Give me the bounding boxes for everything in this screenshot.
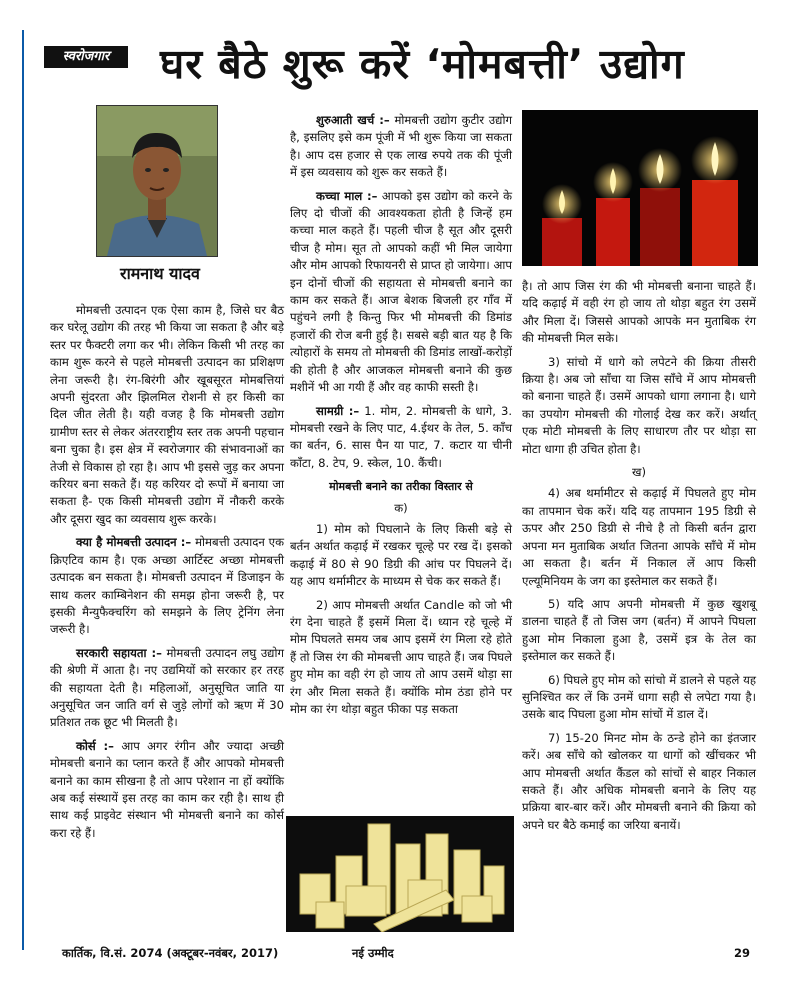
keyword-materials: सामग्री :– xyxy=(316,403,360,418)
step-6-paragraph: 6) पिघले हुए मोम को सांचो में डालने से पहले यह सुनिश्चित कर लें कि उनमें धागा सही से लपेटा गया है। उसके बाद पिघला हुआ मोम सांचों में डाल दें। xyxy=(522,672,756,722)
step-group-marker-b: ख) xyxy=(631,465,646,480)
text-govt-help: मोमबत्ती उत्पादन लघु उद्योग की श्रेणी में आता है। नए उद्यमियों को सरकार हर तरह की सहायता देती है। महिलाओं, अनुसूचित जाति या अनुसूचित जन जाति वर्ग से जुड़े लोगों को ऋण में 30 प्रतिशत तक छूट भी मिलती है। xyxy=(50,645,285,730)
method-subheading: मोमबत्ती बनाने का तरीका विस्तार से xyxy=(329,480,473,494)
paragraph-raw-material xyxy=(290,188,512,397)
text-materials: 1. मोम, 2. मोमबत्ती के धागे, 3. मोमबत्ती रखने के लिए पाट, 4.ईथर के तेल, 5. काँच का बर्तन, 6. सास पैन या पाट, 7. कटार या चीनी काँटा, 8. टेप, 9. स्केल, 10. कैंची। xyxy=(290,403,513,470)
paragraph-govt-help xyxy=(50,645,284,732)
paragraph-materials xyxy=(290,403,512,473)
wax-candles-illustration xyxy=(286,816,514,932)
step-4-paragraph: 4) अब थर्मामीटर से कढ़ाई में पिघलते हुए मोम का तापमान चेक करें। यदि यह तापमान 195 डिग्री से ऊपर और 250 डिग्री से नीचे है तो किसी बर्तन द्वारा अपना मन मुताबिक अर्थात जितना आपके साँचे में मोम आ सकता है। बर्तन में निकाल लें आप किसी एल्यूमिनियम के जग का इस्तेमाल कर सकते हैं। xyxy=(522,486,756,588)
wax-candles-photo xyxy=(286,816,514,932)
page-number: 29 xyxy=(734,946,751,960)
step-1-paragraph: 1) मोम को पिघलाने के लिए किसी बड़े से बर्तन अर्थात कढ़ाई में रखकर चूल्हे पर रख दें। इसको कढ़ाई में 80 से 90 डिग्री की आंच पर पिघलने दें। यह आप थर्मामीटर के माध्यम से चेक कर सकते हैं। xyxy=(290,521,512,589)
text-initial-cost: मोमबत्ती उद्योग कुटीर उद्योग है, इसलिए इसे कम पूंजी में भी शुरू किया जा सकता है। आप दस हजार से एक लाख रुपये तक की पूंजी में इस व्यवसाय को शुरू कर सकते हैं। xyxy=(290,113,512,180)
column-1 xyxy=(50,302,284,848)
step-7-paragraph: 7) 15-20 मिनट मोम के ठन्डे होने का इंतजार करें। अब साँचे को खोलकर या धागों को खींचकर भी आप मोमबत्ती अर्थात कैंडल को सांचों से बाहर निकाल सकते हैं। और अधिक मोमबत्ती बनाने के लिए यह प्रक्रिया बार-बार करें। और मोमबत्ती बनाने की क्रिया को अपने घर बैठे कमाई का जरिया बनायें। xyxy=(522,730,756,832)
page-edge-line xyxy=(22,30,24,950)
text-raw-material: आपको इस उद्योग को करने के लिए दो चीजों की आवश्यकता होती है जिन्हें हम कच्चा माल कहते हैं। पहली चीज है सूत और दूसरी चीज है मोम। सूत तो आपको कहीं भी मिल जायेगा और मोम आपको रिफायनरी से प्राप्त हो जायेगा। आप इन दोनों चीजों की सहायता से मोमबत्ती बनाने का काम कर सकते हैं। आज बेशक बिजली हर गाँव में पहुंचने लगी है किन्तु फिर भी मोमबत्ती की डिमांड हजारों की रोज बनी हुई है। सबसे बड़ी बात यह है कि त्योहारों के समय तो मोमबत्ती की डिमांड लाखों-करोड़ों की होती है और आजकल मोमबत्ती बनाने की कुछ मशीनें भी आ गयी हैं और वह काफी सस्ती है। xyxy=(290,188,512,395)
text-course: आप अगर रंगीन और ज्यादा अच्छी मोमबत्ती बनाने का प्लान करते हैं और आपको मोमबत्ती बनाने का काम सीखना है तो आप परेशान ना हों क्योंकि अब कई संस्थायें इस तरह का काम कर रही है। साथ ही साथ कई प्राइवेट संस्थान भी मोमबत्ती बनाने का कोर्स करा रहे हैं। xyxy=(50,738,284,840)
step-2-paragraph: 2) आप मोमबत्ती अर्थात Candle को जो भी रंग देना चाहते हैं इसमें मिला दें। ध्यान रहे चूल्हे में मोम पिघलते समय जब आप इसमें रंग मिला रहे होते हैं तो जिस रंग की मोमबत्ती आप चाहते हैं। जब पिघले हुए मोम का वही रंग हो जाय तो आप उसमें थोड़ा सा रंग और मिला सकते हैं। क्योंकि मोम ठंडा होने पर मोम का रंग थोड़ा बहुत फीका पड़ सकता xyxy=(290,597,512,716)
intro-paragraph: मोमबत्ती उत्पादन एक ऐसा काम है, जिसे घर बैठ कर घरेलू उद्योग की तरह भी किया जा सकता है और बड़े स्तर पर फैक्टरी लगा कर भी। लेकिन किसी भी तरह का काम शुरू करने से पहले मोमबत्ती उत्पादन का प्रशिक्षण लेना जरूरी है। रंग-बिरंगी और खूबसूरत मोमबत्तियां अपनी सुंदरता और झिलमिल रोशनी से हर किसी का दिल जीत लेती है। यही वजह है कि मोमबत्ती उद्योग ग्रामीण स्तर से लेकर अंतरराष्ट्रीय स्तर तक अपनी पहचान बना चुका है। इस क्षेत्र में स्वरोजगार की संभावनाओं का तेजी से विकास हो रहा है। आप भी इससे जुड़ कर अपना करियर बना सकते हैं। यह करियर दो रूपों में बनाया जा सकता है- एक किसी मोमबत्ती उद्योग में नौकरी करके और दूसरा खुद का व्यवसाय शुरू करके। xyxy=(50,303,284,526)
author-portrait xyxy=(96,105,218,257)
keyword-course: कोर्स :– xyxy=(76,738,114,753)
step-5-paragraph: 5) यदि आप अपनी मोमबत्ती में कुछ खुशबू डालना चाहते हैं तो जिस जग (बर्तन) में आपने पिघला हुआ मोम निकाला हुआ है, उसमें इत्र के तेल का इस्तेमाल कर सकते हैं। xyxy=(522,596,756,664)
keyword-initial-cost: शुरुआती खर्च :– xyxy=(316,113,390,127)
keyword-govt-help: सरकारी सहायता :– xyxy=(76,645,162,660)
paragraph-initial-cost xyxy=(290,112,512,182)
page-footer xyxy=(62,946,762,964)
lit-candles-photo xyxy=(522,110,758,266)
portrait-caption: रामनाथ यादव xyxy=(120,264,200,283)
footer-magazine-name: नई उम्मीद xyxy=(352,946,394,960)
column-3 xyxy=(522,278,756,840)
footer-issue-date: कार्तिक, वि.सं. 2074 (अक्टूबर-नवंबर, 2017) xyxy=(62,946,279,960)
step-group-marker-a: क) xyxy=(394,500,408,515)
section-tag: स्वरोजगार xyxy=(44,46,128,68)
keyword-raw-material: कच्चा माल :– xyxy=(316,188,378,203)
step-3-paragraph: 3) सांचो में धागे को लपेटने की क्रिया तीसरी क्रिया है। अब जो साँचा या जिस साँचे में आप मोमबत्ती को बनाना चाहते हैं। उसमें आपको धागा लगाना है। धागे का उपयोग मोमबत्ती की गोलाई देख कर करें। अर्थात् एक मोटी मोमबत्ती के लिए साधारण तौर पर थोड़ा सा मोटा धागा ही उचित होता है। xyxy=(522,354,756,456)
keyword-what-is: क्या है मोमबत्ती उत्पादन :– xyxy=(76,535,192,550)
lit-candles-illustration xyxy=(522,110,758,266)
portrait-illustration xyxy=(97,106,217,256)
headline: घर बैठे शुरू करें ‘मोमबत्ती’ उद्योग xyxy=(160,40,685,88)
paragraph-course xyxy=(50,738,284,842)
paragraph-what-is xyxy=(50,534,284,638)
column-2 xyxy=(290,112,512,724)
continued-paragraph: है। तो आप जिस रंग की भी मोमबत्ती बनाना चाहते हैं। यदि कढ़ाई में वही रंग हो जाय तो थोड़ा बहुत रंग उसमें और मिला दें। जिससे आपको आपके मन मुताबिक रंग की मोमबत्ती मिल सके। xyxy=(522,279,756,346)
text-what-is: मोमबत्ती उत्पादन एक क्रिएटिव काम है। एक अच्छा आर्टिस्ट अच्छा मोमबत्ती उत्पादक बन सकता है। मोमबत्ती उत्पादन में डिजाइन के साथ कलर काम्बिनेशन की समझ होना जरूरी है, पर इसकी मैन्युफैक्चरिंग को समझने के लिए ट्रेनिंग लेना जरूरी है। xyxy=(50,535,284,637)
